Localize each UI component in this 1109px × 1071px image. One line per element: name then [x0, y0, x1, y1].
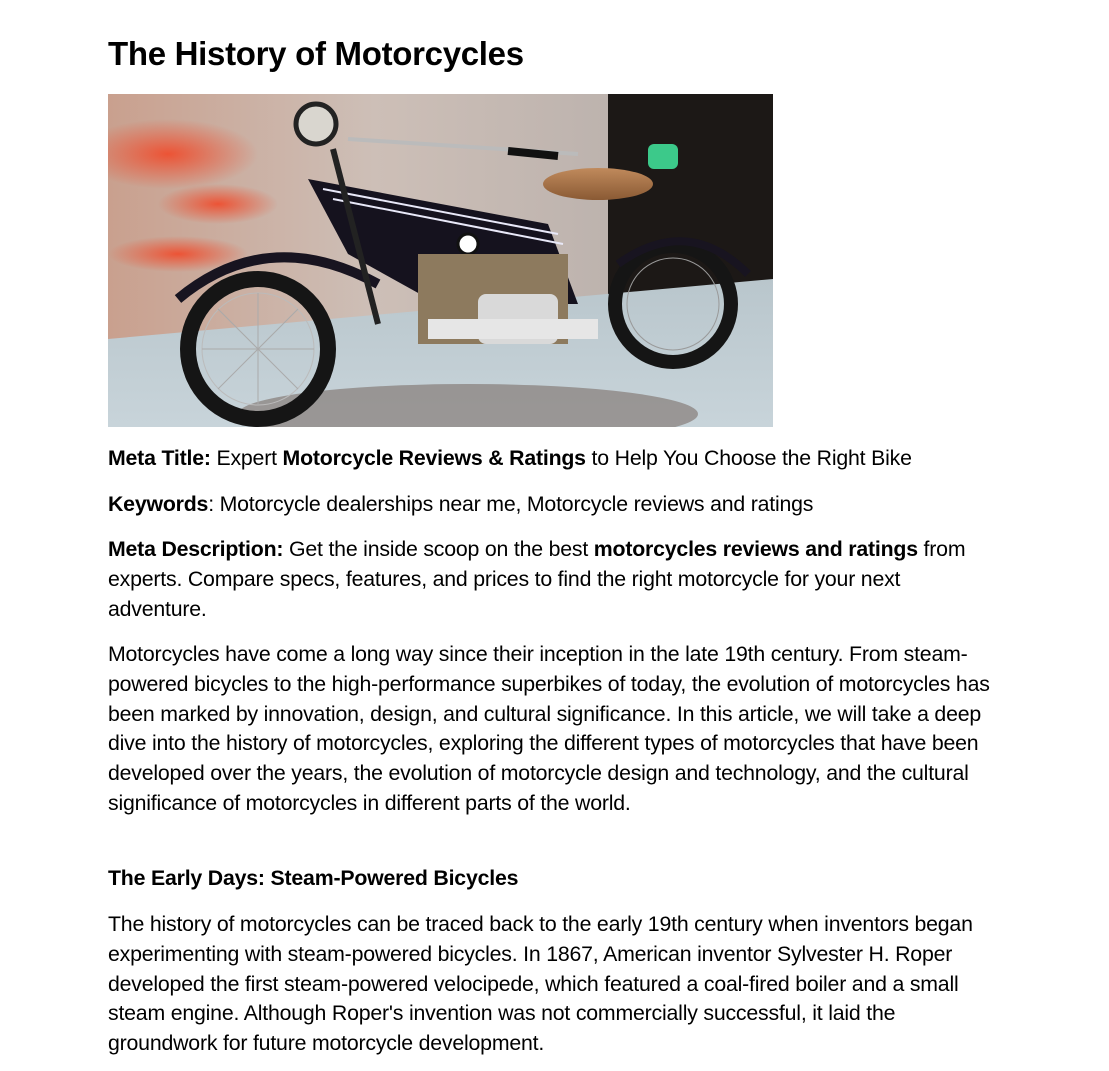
meta-title-label: Meta Title:	[108, 446, 211, 470]
meta-title-bold: Motorcycle Reviews & Ratings	[282, 446, 586, 470]
keywords-text: : Motorcycle dealerships near me, Motorcycle reviews and ratings	[208, 492, 814, 516]
meta-description-label: Meta Description:	[108, 537, 284, 561]
meta-description-post: from experts. Compare specs, features, and prices to find the right motorcycle for your next adventure.	[108, 537, 966, 621]
hero-image	[108, 94, 773, 427]
section-paragraph: The history of motorcycles can be traced back to the early 19th century when inventors began experimenting with steam-powered bicycles. In 1867, American inventor Sylvester H. Roper developed the first steam-powered velocipede, which featured a coal-fired boiler and a small steam engine. Although Roper's invention was not commercially successful, it laid the groundwork for future motorcycle development.	[108, 912, 973, 1056]
intro-paragraph: Motorcycles have come a long way since their inception in the late 19th century. From steam-powered bicycles to the high-performance superbikes of today, the evolution of motorcycles has been marked by innovation, design, and cultural significance. In this article, we will take a deep dive into the history of motorcycles, exploring the different types of motorcycles that have been developed over the years, the evolution of motorcycle design and technology, and the cultural significance of motorcycles in different parts of the world.	[108, 642, 990, 815]
keywords	[108, 490, 813, 520]
meta-title	[108, 444, 912, 474]
section-heading: The Early Days: Steam-Powered Bicycles	[108, 866, 519, 890]
meta-title-post: to Help You Choose the Right Bike	[585, 446, 912, 470]
keywords-label: Keywords	[108, 492, 209, 516]
meta-description-pre: Get the inside scoop on the best	[283, 537, 594, 561]
meta-description	[108, 535, 1003, 624]
page-title: The History of Motorcycles	[108, 35, 524, 72]
meta-description-bold: motorcycles reviews and ratings	[593, 537, 918, 561]
motorcycle-photo	[108, 94, 773, 427]
meta-title-pre: Expert	[210, 446, 283, 470]
